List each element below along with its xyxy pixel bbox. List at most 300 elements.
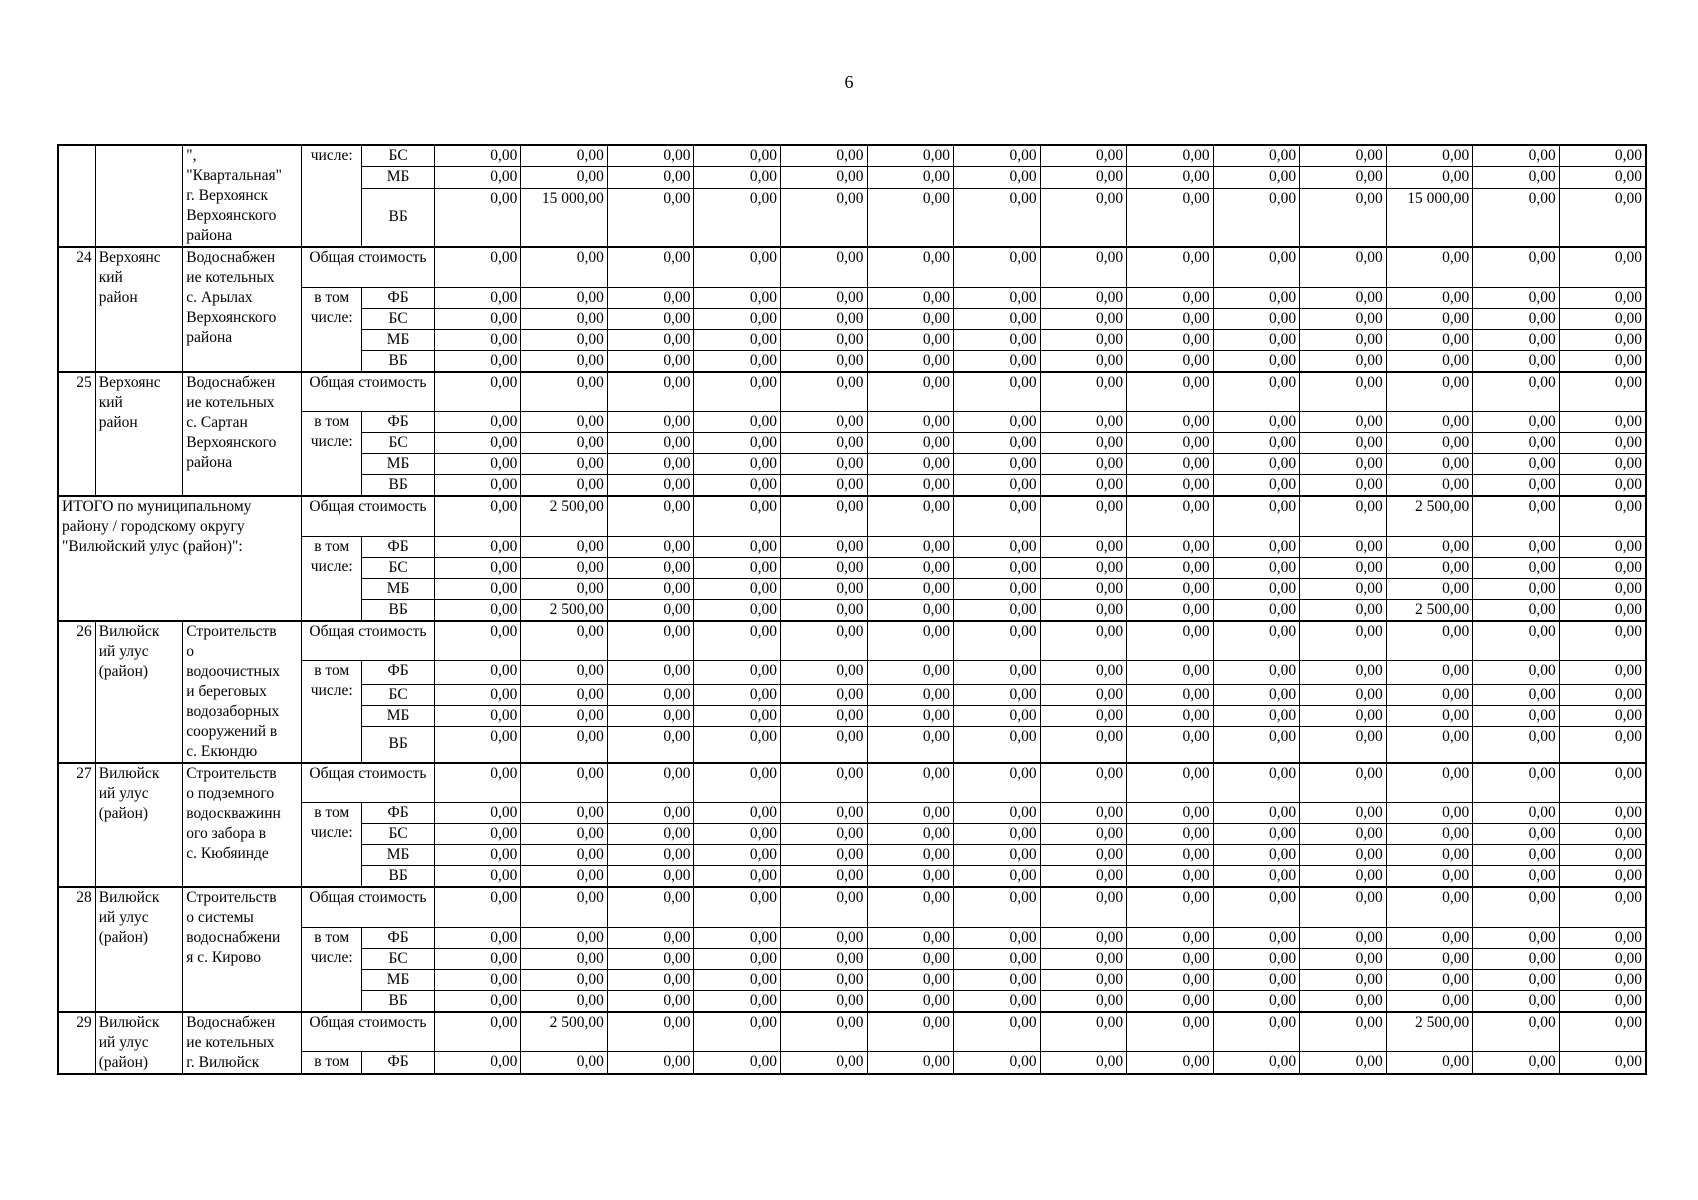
value-cell: 0,00	[1473, 685, 1560, 706]
value-cell: 0,00	[780, 308, 867, 329]
value-cell: 0,00	[1559, 145, 1646, 167]
value-cell: 0,00	[607, 188, 694, 247]
value-cell: 0,00	[1213, 350, 1300, 372]
value-cell: 0,00	[521, 167, 608, 188]
type-cell: ФБ	[362, 927, 434, 948]
value-cell: 0,00	[867, 287, 954, 308]
value-cell: 0,00	[1040, 557, 1127, 578]
value-cell: 0,00	[1559, 824, 1646, 845]
value-cell: 0,00	[1473, 412, 1560, 433]
value-cell: 0,00	[1386, 990, 1473, 1012]
value-cell: 0,00	[1213, 247, 1300, 287]
value-cell: 0,00	[1213, 412, 1300, 433]
value-cell: 0,00	[694, 866, 781, 888]
value-cell: 0,00	[780, 990, 867, 1012]
value-cell: 0,00	[1213, 599, 1300, 621]
object-cell-line: Строительств	[186, 622, 277, 640]
value-cell: 0,00	[1127, 599, 1214, 621]
total-label: Общая стоимость	[302, 763, 435, 803]
value-cell: 0,00	[434, 1012, 521, 1052]
type-cell: БС	[362, 433, 434, 454]
value-cell: 0,00	[1386, 661, 1473, 685]
value-cell: 0,00	[434, 372, 521, 412]
total-row	[58, 247, 1646, 287]
value-cell: 0,00	[1559, 496, 1646, 536]
total-label: Общая стоимость	[302, 496, 435, 536]
value-cell: 0,00	[1386, 824, 1473, 845]
value-cell: 0,00	[1386, 536, 1473, 557]
value-cell: 0,00	[1300, 372, 1387, 412]
index-cell: 25	[58, 372, 95, 497]
value-cell: 0,00	[607, 866, 694, 888]
district-cell-line: Верхоянс	[98, 373, 161, 391]
value-cell: 0,00	[1213, 1012, 1300, 1052]
value-cell: 0,00	[1213, 706, 1300, 727]
district-cell-line: ий улус	[98, 909, 149, 926]
value-cell: 0,00	[521, 948, 608, 969]
value-cell: 0,00	[867, 803, 954, 824]
object-cell-line: водоснабжени	[186, 929, 281, 946]
type-cell: ФБ	[362, 287, 434, 308]
type-cell: БС	[362, 685, 434, 706]
value-cell: 0,00	[1300, 167, 1387, 188]
value-cell: 0,00	[1300, 927, 1387, 948]
value-cell: 0,00	[607, 329, 694, 350]
value-cell: 2 500,00	[1386, 599, 1473, 621]
value-cell: 0,00	[1040, 927, 1127, 948]
value-cell: 0,00	[434, 866, 521, 888]
value-cell: 0,00	[780, 727, 867, 763]
value-cell: 0,00	[694, 685, 781, 706]
value-cell: 0,00	[607, 927, 694, 948]
value-cell: 0,00	[1213, 824, 1300, 845]
value-cell: 0,00	[1040, 803, 1127, 824]
value-cell: 0,00	[1473, 599, 1560, 621]
value-cell: 0,00	[1213, 287, 1300, 308]
type-cell: ВБ	[362, 990, 434, 1012]
type-cell: ВБ	[362, 599, 434, 621]
value-cell: 0,00	[434, 969, 521, 990]
value-cell: 0,00	[521, 727, 608, 763]
district-cell-line: кий	[98, 393, 123, 411]
value-cell: 0,00	[521, 661, 608, 685]
object-group-27	[58, 763, 1646, 888]
value-cell: 0,00	[1559, 763, 1646, 803]
value-cell: 0,00	[1559, 287, 1646, 308]
type-cell: ФБ	[362, 803, 434, 824]
district-cell-line: (район)	[98, 929, 149, 946]
value-cell: 0,00	[434, 287, 521, 308]
index-cell: 28	[58, 887, 95, 1012]
value-cell: 0,00	[1040, 350, 1127, 372]
total-row	[58, 763, 1646, 803]
value-cell: 0,00	[1473, 247, 1560, 287]
value-cell: 0,00	[1386, 350, 1473, 372]
value-cell: 0,00	[607, 621, 694, 661]
value-cell: 0,00	[1213, 167, 1300, 188]
object-group-25	[58, 372, 1646, 497]
note-cell: в том числе:	[302, 661, 362, 763]
object-cell	[183, 247, 302, 372]
value-cell: 0,00	[1386, 706, 1473, 727]
value-cell: 0,00	[694, 824, 781, 845]
value-cell: 0,00	[694, 475, 781, 497]
note-cell: в том числе:	[302, 536, 362, 621]
value-cell: 0,00	[1559, 845, 1646, 866]
value-cell: 0,00	[1213, 536, 1300, 557]
value-cell: 0,00	[1127, 621, 1214, 661]
value-cell: 0,00	[607, 803, 694, 824]
value-cell: 0,00	[954, 685, 1041, 706]
value-cell: 0,00	[867, 308, 954, 329]
value-cell: 0,00	[1040, 454, 1127, 475]
value-cell: 0,00	[780, 287, 867, 308]
district-cell-line: район	[98, 413, 138, 431]
value-cell: 0,00	[867, 706, 954, 727]
district-cell	[95, 1012, 183, 1074]
value-cell: 0,00	[1559, 706, 1646, 727]
value-cell: 0,00	[607, 578, 694, 599]
object-cell-line: с. Сартан	[186, 413, 248, 431]
value-cell: 0,00	[780, 247, 867, 287]
index-cell: 24	[58, 247, 95, 372]
value-cell: 2 500,00	[1386, 1012, 1473, 1052]
value-cell: 0,00	[1127, 661, 1214, 685]
value-cell: 0,00	[1559, 167, 1646, 188]
value-cell: 0,00	[1559, 969, 1646, 990]
value-cell: 0,00	[780, 475, 867, 497]
value-cell: 0,00	[694, 247, 781, 287]
value-cell: 0,00	[607, 727, 694, 763]
value-cell: 0,00	[1473, 287, 1560, 308]
value-cell: 0,00	[1559, 350, 1646, 372]
value-cell: 2 500,00	[521, 496, 608, 536]
value-cell: 0,00	[1386, 803, 1473, 824]
district-cell	[95, 247, 183, 372]
value-cell: 0,00	[1300, 145, 1387, 167]
value-cell: 0,00	[1300, 1052, 1387, 1074]
value-cell: 0,00	[780, 350, 867, 372]
value-cell: 0,00	[1040, 1052, 1127, 1074]
value-cell: 0,00	[1473, 763, 1560, 803]
value-cell: 0,00	[694, 887, 781, 927]
value-cell: 0,00	[1386, 433, 1473, 454]
value-cell: 0,00	[1300, 845, 1387, 866]
object-cell-line: "Квартальная"	[186, 167, 282, 184]
value-cell: 0,00	[1040, 145, 1127, 167]
total-row	[58, 621, 1646, 661]
value-cell: 0,00	[1473, 1012, 1560, 1052]
value-cell: 0,00	[1386, 763, 1473, 803]
value-cell: 0,00	[1300, 329, 1387, 350]
object-cell	[183, 887, 302, 1012]
value-cell: 0,00	[1127, 763, 1214, 803]
value-cell: 0,00	[1473, 308, 1560, 329]
value-cell: 0,00	[1213, 727, 1300, 763]
value-cell: 0,00	[1559, 621, 1646, 661]
value-cell: 0,00	[954, 188, 1041, 247]
value-cell: 0,00	[867, 578, 954, 599]
value-cell: 0,00	[867, 727, 954, 763]
value-cell: 0,00	[867, 167, 954, 188]
value-cell: 0,00	[1213, 329, 1300, 350]
value-cell: 0,00	[867, 621, 954, 661]
value-cell: 0,00	[1300, 350, 1387, 372]
value-cell: 0,00	[1473, 706, 1560, 727]
object-cell-line: Водоснабжен	[186, 373, 276, 391]
total-label: Общая стоимость	[302, 887, 435, 927]
value-cell: 0,00	[1559, 599, 1646, 621]
itogo-group	[58, 496, 1646, 621]
value-cell: 0,00	[1040, 866, 1127, 888]
value-cell: 0,00	[607, 372, 694, 412]
object-group-26	[58, 621, 1646, 763]
value-cell: 0,00	[434, 706, 521, 727]
value-cell: 0,00	[780, 578, 867, 599]
value-cell: 0,00	[1559, 578, 1646, 599]
object-cell-line: о	[186, 642, 195, 660]
value-cell: 0,00	[694, 845, 781, 866]
value-cell: 0,00	[954, 1052, 1041, 1074]
value-cell: 0,00	[867, 948, 954, 969]
value-cell: 0,00	[694, 188, 781, 247]
value-cell: 0,00	[607, 887, 694, 927]
value-cell: 0,00	[954, 412, 1041, 433]
value-cell: 0,00	[867, 372, 954, 412]
value-cell: 0,00	[434, 927, 521, 948]
type-cell: МБ	[362, 578, 434, 599]
value-cell: 0,00	[521, 824, 608, 845]
value-cell: 0,00	[694, 803, 781, 824]
index-cell: 27	[58, 763, 95, 888]
object-cell-line: ого забора в	[186, 824, 267, 842]
value-cell: 0,00	[1386, 845, 1473, 866]
value-cell: 0,00	[1473, 969, 1560, 990]
value-cell: 0,00	[867, 454, 954, 475]
value-cell: 0,00	[954, 372, 1041, 412]
object-cell-line: Верхоянского	[186, 207, 277, 224]
value-cell: 0,00	[607, 454, 694, 475]
value-cell: 0,00	[434, 329, 521, 350]
object-cell-line: с. Кюбяинде	[186, 844, 269, 862]
object-group-29	[58, 1012, 1646, 1074]
value-cell: 0,00	[780, 948, 867, 969]
value-cell: 0,00	[521, 329, 608, 350]
value-cell: 0,00	[607, 845, 694, 866]
value-cell: 0,00	[1040, 372, 1127, 412]
value-cell: 0,00	[1040, 308, 1127, 329]
value-cell: 0,00	[694, 990, 781, 1012]
value-cell: 0,00	[521, 308, 608, 329]
value-cell: 0,00	[1127, 167, 1214, 188]
object-cell-line: Строительств	[186, 889, 277, 906]
value-cell: 0,00	[1127, 433, 1214, 454]
object-cell-line: водоочистных	[186, 662, 280, 680]
index-cell: 26	[58, 621, 95, 763]
total-label: Общая стоимость	[302, 247, 435, 287]
value-cell: 0,00	[1040, 887, 1127, 927]
value-cell: 0,00	[1040, 433, 1127, 454]
value-cell: 0,00	[434, 1052, 521, 1074]
object-cell-line: водозаборных	[186, 702, 280, 720]
value-cell: 0,00	[780, 621, 867, 661]
itogo-label: ИТОГО по муниципальному району / городскому округу "Вилюйский улус (район)":	[58, 496, 302, 621]
value-cell: 0,00	[1300, 803, 1387, 824]
value-cell: 0,00	[1559, 887, 1646, 927]
value-cell: 0,00	[954, 969, 1041, 990]
value-cell: 0,00	[1559, 329, 1646, 350]
value-cell: 0,00	[1473, 454, 1560, 475]
value-cell: 0,00	[867, 145, 954, 167]
value-cell: 0,00	[521, 685, 608, 706]
object-cell	[183, 1012, 302, 1074]
value-cell: 0,00	[780, 661, 867, 685]
value-cell: 0,00	[521, 866, 608, 888]
value-cell: 0,00	[607, 496, 694, 536]
value-cell: 0,00	[434, 621, 521, 661]
object-cell-line: с. Арылах	[186, 289, 253, 306]
value-cell: 0,00	[1213, 969, 1300, 990]
value-cell: 0,00	[867, 433, 954, 454]
value-cell: 0,00	[694, 433, 781, 454]
value-cell: 0,00	[1127, 866, 1214, 888]
value-cell: 0,00	[954, 454, 1041, 475]
value-cell: 0,00	[1559, 1052, 1646, 1074]
value-cell: 0,00	[1213, 845, 1300, 866]
type-cell: МБ	[362, 969, 434, 990]
value-cell: 0,00	[694, 350, 781, 372]
value-cell: 0,00	[1040, 685, 1127, 706]
value-cell: 0,00	[434, 685, 521, 706]
object-cell-line: с. Екюндю	[186, 742, 258, 760]
type-cell: ВБ	[362, 866, 434, 888]
value-cell: 0,00	[1386, 927, 1473, 948]
value-cell: 0,00	[1127, 578, 1214, 599]
value-cell: 0,00	[780, 372, 867, 412]
value-cell: 0,00	[954, 706, 1041, 727]
value-cell: 0,00	[954, 763, 1041, 803]
value-cell: 0,00	[1127, 845, 1214, 866]
value-cell: 0,00	[1300, 866, 1387, 888]
total-label: Общая стоимость	[302, 372, 435, 412]
value-cell: 0,00	[780, 167, 867, 188]
value-cell: 0,00	[694, 454, 781, 475]
value-cell: 0,00	[694, 706, 781, 727]
value-cell: 0,00	[1300, 578, 1387, 599]
value-cell: 0,00	[1040, 621, 1127, 661]
object-cell-line: Строительств	[186, 764, 277, 782]
value-cell: 0,00	[1213, 887, 1300, 927]
value-cell: 0,00	[434, 887, 521, 927]
value-cell: 0,00	[1213, 763, 1300, 803]
value-cell: 0,00	[1213, 927, 1300, 948]
value-cell: 0,00	[1473, 803, 1560, 824]
value-cell: 0,00	[867, 350, 954, 372]
object-cell-line: района	[186, 227, 233, 244]
object-cell-line: г. Вилюйск	[186, 1053, 260, 1071]
value-cell: 0,00	[1473, 990, 1560, 1012]
type-cell: МБ	[362, 329, 434, 350]
value-cell: 0,00	[1127, 969, 1214, 990]
value-cell: 0,00	[694, 287, 781, 308]
table-row	[58, 145, 1646, 167]
value-cell: 0,00	[780, 824, 867, 845]
value-cell: 0,00	[1127, 824, 1214, 845]
value-cell: 0,00	[434, 661, 521, 685]
value-cell: 0,00	[1300, 557, 1387, 578]
page-number: 6	[844, 72, 854, 92]
total-label: Общая стоимость	[302, 1012, 435, 1052]
value-cell: 0,00	[1300, 287, 1387, 308]
value-cell: 0,00	[1559, 1012, 1646, 1052]
value-cell: 0,00	[607, 706, 694, 727]
value-cell: 0,00	[867, 557, 954, 578]
value-cell: 0,00	[607, 599, 694, 621]
value-cell: 0,00	[954, 621, 1041, 661]
value-cell: 0,00	[1386, 866, 1473, 888]
object-cell	[183, 145, 302, 247]
value-cell: 0,00	[954, 845, 1041, 866]
object-group-24	[58, 247, 1646, 372]
object-cell-line: ие котельных	[186, 1033, 275, 1051]
value-cell: 0,00	[780, 927, 867, 948]
district-cell-line: Вилюйск	[98, 1013, 160, 1031]
value-cell: 0,00	[1213, 1052, 1300, 1074]
value-cell: 0,00	[521, 803, 608, 824]
value-cell: 0,00	[780, 599, 867, 621]
value-cell: 0,00	[867, 969, 954, 990]
value-cell: 0,00	[694, 727, 781, 763]
district-cell	[95, 621, 183, 763]
value-cell: 0,00	[434, 803, 521, 824]
value-cell: 0,00	[1127, 496, 1214, 536]
value-cell: 0,00	[1559, 433, 1646, 454]
value-cell: 0,00	[1127, 536, 1214, 557]
object-cell	[183, 763, 302, 888]
value-cell: 0,00	[1040, 475, 1127, 497]
value-cell: 0,00	[954, 433, 1041, 454]
value-cell: 0,00	[867, 866, 954, 888]
value-cell: 0,00	[694, 496, 781, 536]
value-cell: 0,00	[1300, 727, 1387, 763]
type-cell: ФБ	[362, 1052, 434, 1074]
total-row	[58, 1012, 1646, 1052]
value-cell: 0,00	[607, 824, 694, 845]
value-cell: 2 500,00	[521, 599, 608, 621]
value-cell: 0,00	[1127, 927, 1214, 948]
value-cell: 0,00	[434, 350, 521, 372]
value-cell: 0,00	[434, 412, 521, 433]
type-cell: МБ	[362, 167, 434, 188]
value-cell: 0,00	[521, 578, 608, 599]
type-cell: ВБ	[362, 475, 434, 497]
value-cell: 0,00	[434, 536, 521, 557]
value-cell: 0,00	[780, 454, 867, 475]
value-cell: 0,00	[694, 969, 781, 990]
value-cell: 0,00	[954, 727, 1041, 763]
value-cell: 0,00	[607, 969, 694, 990]
value-cell: 0,00	[1300, 536, 1387, 557]
value-cell: 0,00	[1559, 308, 1646, 329]
value-cell: 0,00	[867, 824, 954, 845]
value-cell: 15 000,00	[521, 188, 608, 247]
value-cell: 0,00	[867, 845, 954, 866]
value-cell: 0,00	[1127, 706, 1214, 727]
value-cell: 0,00	[1559, 685, 1646, 706]
value-cell: 0,00	[1473, 578, 1560, 599]
value-cell: 0,00	[1473, 475, 1560, 497]
value-cell: 0,00	[521, 475, 608, 497]
